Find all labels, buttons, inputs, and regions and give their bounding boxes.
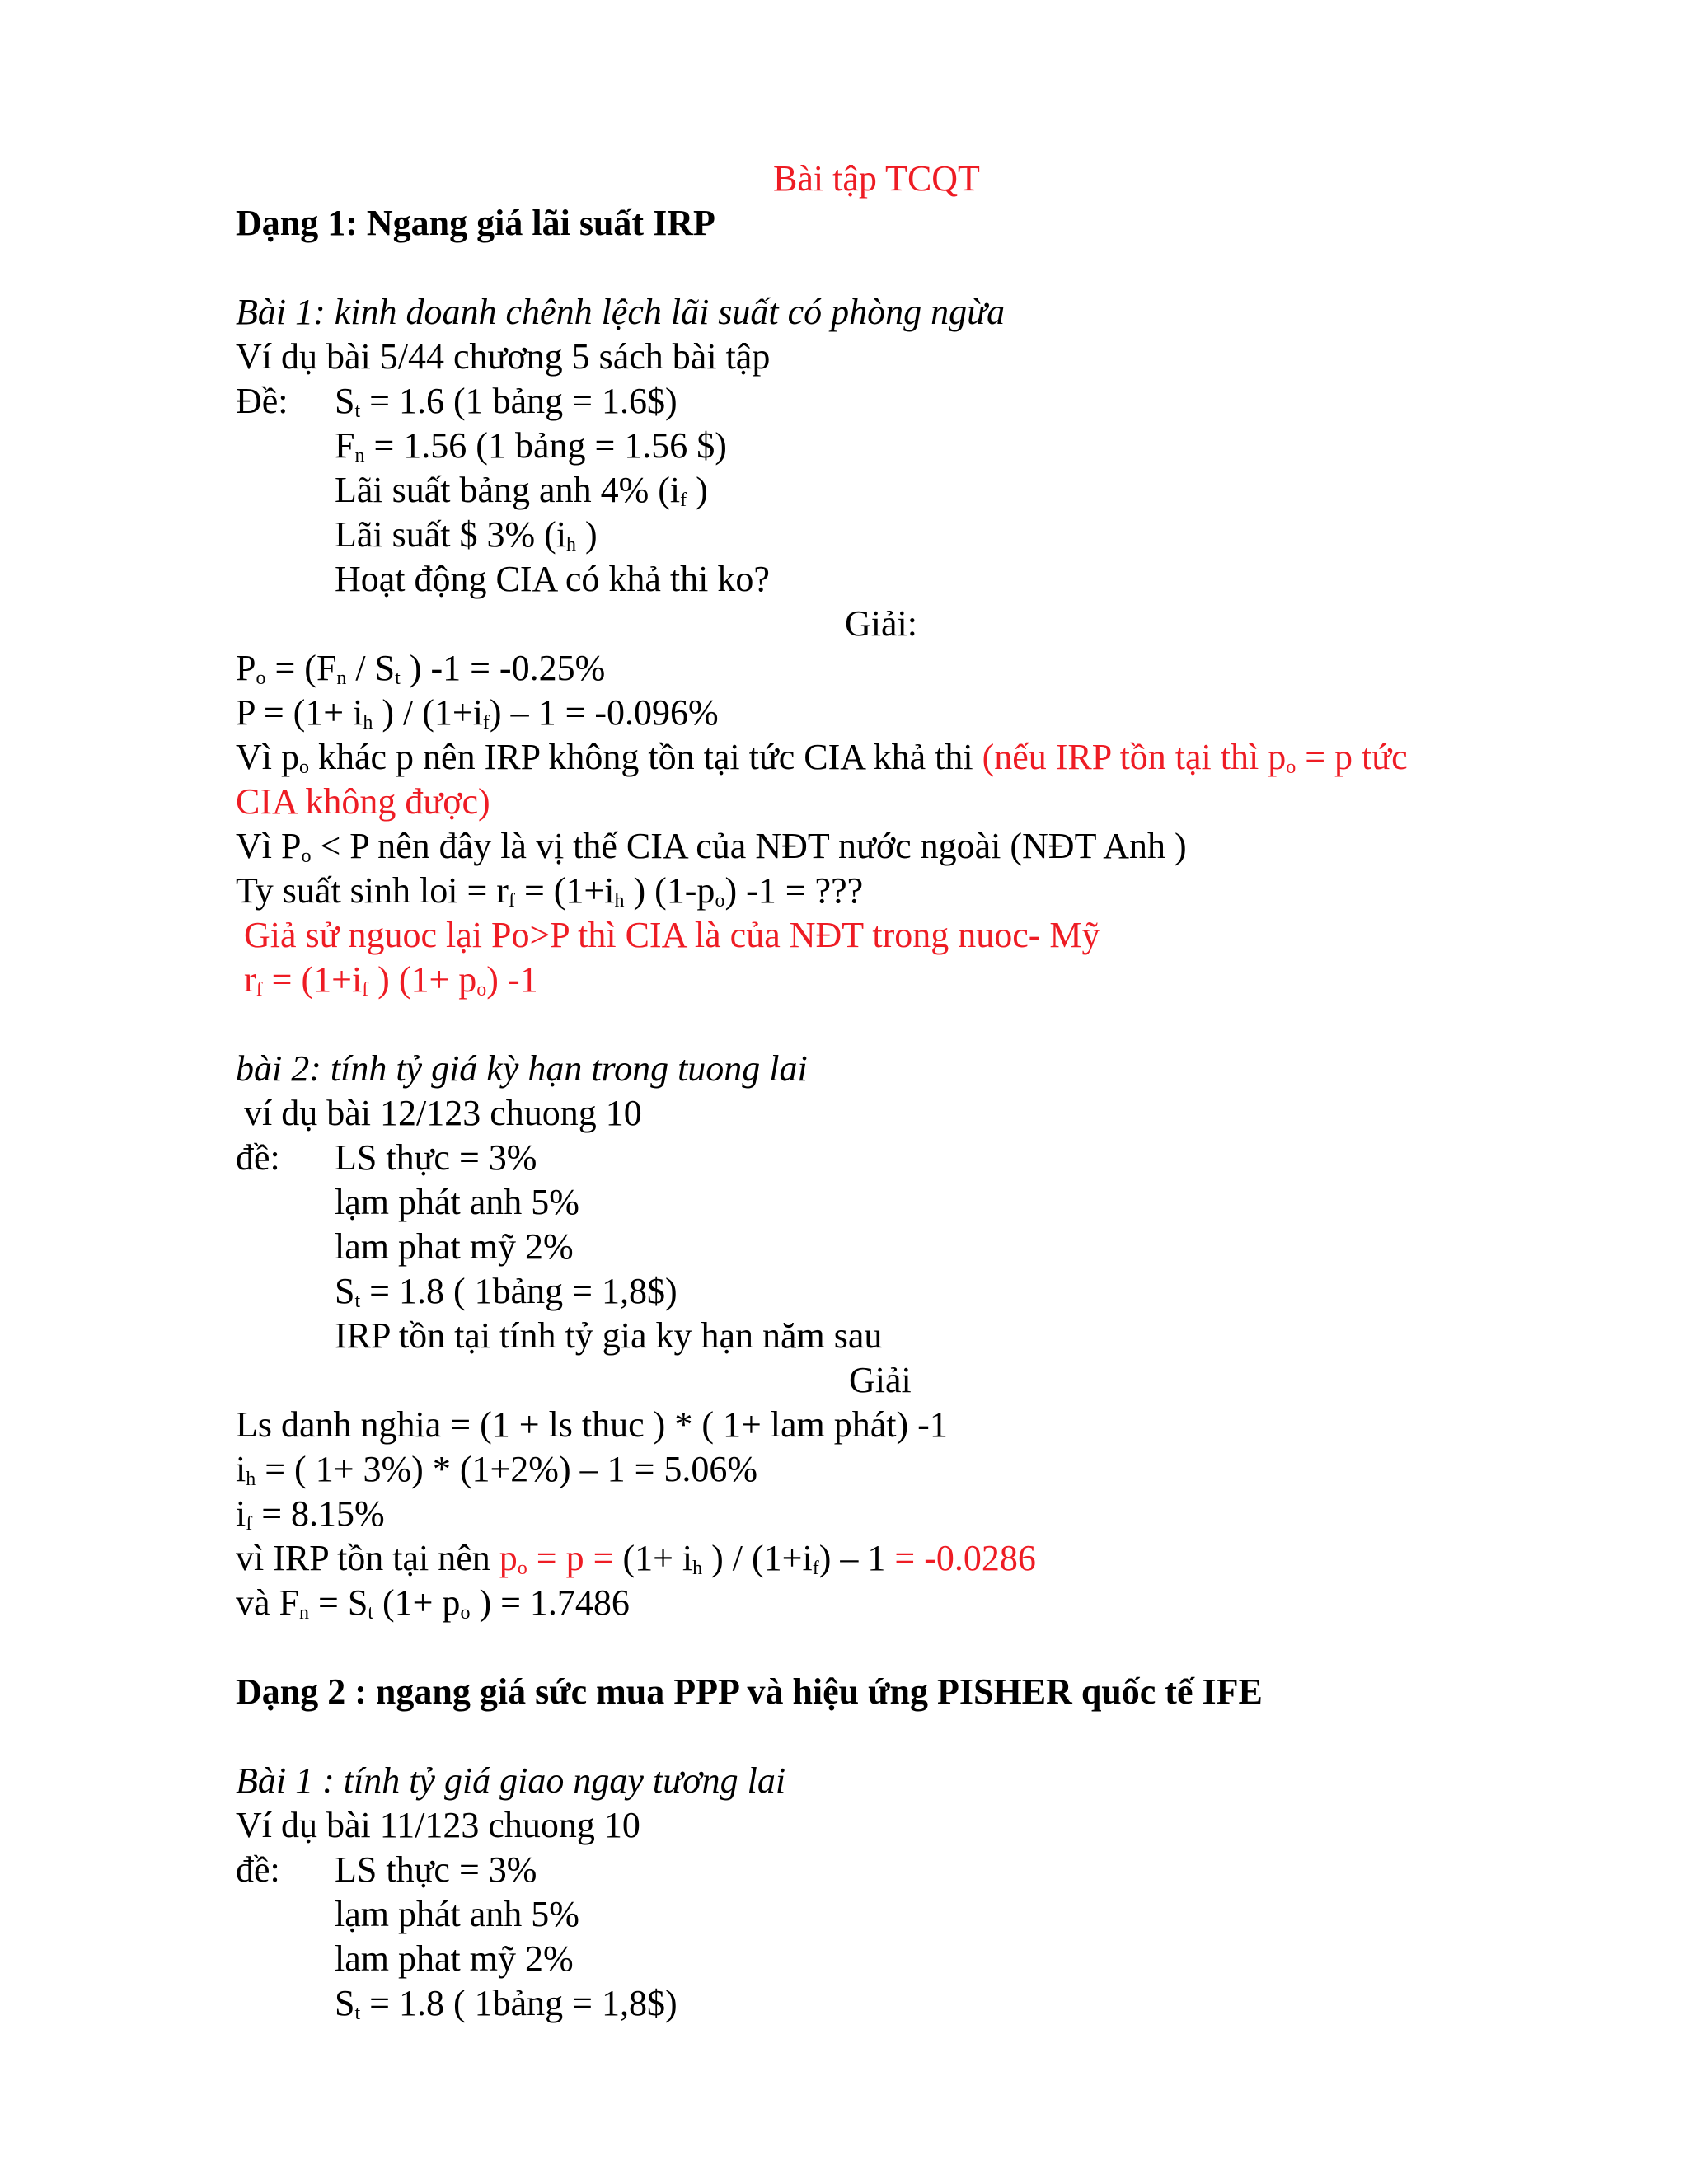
- bai-2-step-fn: và $F_n = S_t$ ($1+ p_o$ ) = 1.7486: [236, 1582, 630, 1624]
- bai-2-step-po: vì IRP tồn tại nên $p_o = p = (1+ i_h$ ) / $(1+i_f) - 1 = -0.0286$: [236, 1538, 1036, 1579]
- s2-bai-1-title: Bài 1 : tính tỷ giá giao ngay tương lai: [236, 1760, 786, 1801]
- bai-1-de-label: Đề:: [236, 381, 288, 421]
- bai-2-de-label: đề:: [236, 1137, 280, 1178]
- bai-2-given-st: $S_t = 1.8$ ( 1bảng = 1,8$): [335, 1271, 678, 1312]
- bai-1-title: Bài 1: kinh doanh chênh lệch lãi suất có phòng ngừa: [236, 292, 1006, 332]
- bai-1-step-conclusion: Vì $p_o$ khác p nên IRP không tồn tại tức CIA khả thi (nếu IRP tồn tại thì $p_o = p$ tức: [236, 737, 1408, 778]
- bai-2-question: IRP tồn tại tính tỷ gia ky hạn năm sau: [335, 1315, 883, 1356]
- s2-bai-1-given-uk-inflation: lạm phát anh 5%: [335, 1894, 579, 1934]
- bai-1-question: Hoạt động CIA có khả thi ko?: [335, 559, 770, 599]
- bai-1-step-conclusion-note: CIA không được): [236, 781, 490, 822]
- bai-2-example: ví dụ bài 12/123 chuong 10: [244, 1093, 642, 1133]
- bai-1-step-po: $P_o = (F_n / S_t$ ) -1 = -0.25%: [236, 648, 606, 689]
- bai-2-giai-heading: Giải: [849, 1360, 912, 1400]
- bai-1-given-fn: $F_n = 1.56$ (1 bảng = 1.56 $): [335, 425, 727, 466]
- bai-1-step-position: Vì $P_o < P$ nên đây là vị thế CIA của NĐT nước ngoài (NĐT Anh ): [236, 826, 1187, 867]
- bai-1-step-assumption: Giả sử nguoc lại Po>P thì CIA là của NĐT trong nuoc- Mỹ: [244, 915, 1100, 955]
- bai-2-step-ih: $i_h$ = ( 1+ 3%) * (1+2%) – 1 = 5.06%: [236, 1449, 758, 1490]
- s2-bai-1-given-us-inflation: lam phat mỹ 2%: [335, 1938, 574, 1979]
- s2-bai-1-given-real-rate: LS thực = 3%: [335, 1849, 537, 1890]
- bai-2-given-uk-inflation: lạm phát anh 5%: [335, 1182, 579, 1222]
- bai-2-step-if: $i_f = 8.15\%$: [236, 1493, 385, 1535]
- document-title: Bài tập TCQT: [773, 158, 980, 199]
- bai-2-given-real-rate: LS thực = 3%: [335, 1137, 537, 1178]
- bai-1-example: Ví dụ bài 5/44 chương 5 sách bài tập: [236, 336, 771, 377]
- bai-1-given-st: $S_t = 1.6$ (1 bảng = 1.6$): [335, 381, 678, 422]
- bai-1-step-return-domestic: $r_f = (1+i_f$ ) $(1+ p_o)$ -1: [244, 959, 538, 1001]
- section-2-heading: Dạng 2 : ngang giá sức mua PPP và hiệu ứng PISHER quốc tế IFE: [236, 1671, 1263, 1712]
- bai-2-step-nominal: Ls danh nghia = (1 + ls thuc ) * ( 1+ lam phát) -1: [236, 1404, 948, 1445]
- s2-bai-1-given-st: $S_t = 1.8$ ( 1bảng = 1,8$): [335, 1983, 678, 2024]
- bai-1-given-if: Lãi suất bảng anh 4% ($i_f$ ): [335, 470, 708, 511]
- s2-bai-1-example: Ví dụ bài 11/123 chuong 10: [236, 1805, 640, 1845]
- bai-1-step-return: Ty suất sinh loi = $r_f = (1+i_h$ ) $(1-p_o) -1$ = ???: [236, 870, 864, 912]
- s2-bai-1-de-label: đề:: [236, 1849, 280, 1890]
- section-1-heading: Dạng 1: Ngang giá lãi suất IRP: [236, 203, 715, 243]
- bai-1-given-ih: Lãi suất $ 3% ($i_h$ ): [335, 514, 598, 555]
- bai-1-giai-heading: Giải:: [845, 603, 917, 644]
- bai-1-step-p: $P = (1+ i_h$ ) / $(1+i_f) - 1 = -0.096\%$: [236, 692, 719, 733]
- bai-2-given-us-inflation: lam phat mỹ 2%: [335, 1226, 574, 1267]
- bai-2-title: bài 2: tính tỷ giá kỳ hạn trong tuong lai: [236, 1048, 808, 1089]
